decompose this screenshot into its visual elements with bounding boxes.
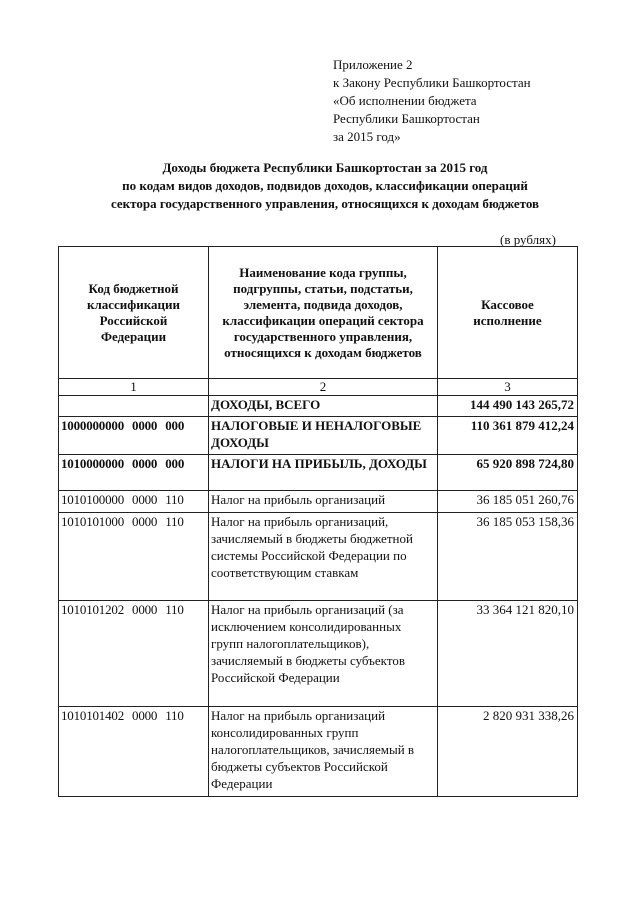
column-number: 1: [59, 379, 209, 396]
row-amount: 144 490 143 265,72: [438, 396, 578, 417]
code-main: 1010101402: [61, 708, 125, 723]
code-main: 1010100000: [61, 492, 125, 507]
code-sub: 0000: [132, 708, 158, 723]
row-name: Налог на прибыль организаций: [209, 491, 438, 513]
row-amount: 36 185 053 158,36: [438, 513, 578, 601]
column-number: 3: [438, 379, 578, 396]
row-code: [59, 417, 209, 455]
table-row: [59, 455, 578, 491]
appendix-line: Приложение 2: [333, 57, 413, 72]
appendix-block: [333, 56, 531, 146]
code-sub: 0000: [132, 492, 158, 507]
code-sub: 0000: [132, 418, 158, 433]
code-kosgu: 000: [165, 418, 185, 433]
code-main: 1010101202: [61, 602, 125, 617]
row-amount: 65 920 898 724,80: [438, 455, 578, 491]
code-kosgu: 110: [165, 708, 184, 723]
column-number: 2: [209, 379, 438, 396]
row-amount: 33 364 121 820,10: [438, 601, 578, 707]
row-name: Налог на прибыль организаций, зачисляемый в бюджеты бюджетной системы Российской Федерации по соответствующим ставкам: [209, 513, 438, 601]
header-amount: Кассовое исполнение: [438, 247, 578, 379]
appendix-line: «Об исполнении бюджета: [333, 93, 477, 108]
row-name: НАЛОГОВЫЕ И НЕНАЛОГОВЫЕ ДОХОДЫ: [209, 417, 438, 455]
row-code: [59, 455, 209, 491]
title-line: Доходы бюджета Республики Башкортостан за 2015 год: [162, 160, 488, 175]
code-kosgu: 110: [165, 602, 184, 617]
row-amount: 36 185 051 260,76: [438, 491, 578, 513]
row-code: [59, 491, 209, 513]
code-kosgu: 110: [165, 492, 184, 507]
code-kosgu: 110: [165, 514, 184, 529]
table-row: [59, 396, 578, 417]
header-code: Код бюджетной классификации Российской Федерации: [59, 247, 209, 379]
row-name: Налог на прибыль организаций (за исключением консолидированных групп налогоплательщиков), зачисляемый в бюджеты субъектов Российской Федерации: [209, 601, 438, 707]
units-note: (в рублях): [500, 232, 556, 247]
table-header-row: [59, 247, 578, 379]
row-amount: 2 820 931 338,26: [438, 707, 578, 797]
appendix-line: Республики Башкортостан: [333, 111, 480, 126]
code-kosgu: 000: [165, 456, 185, 471]
revenue-table: [58, 246, 578, 797]
document-title: [40, 159, 610, 213]
appendix-line: за 2015 год»: [333, 129, 401, 144]
appendix-line: к Закону Республики Башкортостан: [333, 75, 531, 90]
code-main: 1010101000: [61, 514, 125, 529]
code-main: 1010000000: [61, 456, 125, 471]
code-sub: 0000: [132, 602, 158, 617]
table-row: [59, 491, 578, 513]
table-row: [59, 513, 578, 601]
column-number-row: [59, 379, 578, 396]
row-code: [59, 396, 209, 417]
code-sub: 0000: [132, 456, 158, 471]
row-name: НАЛОГИ НА ПРИБЫЛЬ, ДОХОДЫ: [209, 455, 438, 491]
table-row: [59, 601, 578, 707]
title-line: сектора государственного управления, относящихся к доходам бюджетов: [110, 196, 540, 211]
header-name: Наименование кода группы, подгруппы, статьи, подстатьи, элемента, подвида доходов, классификации операций сектора государственного управления, относящихся к доходам бюджетов: [209, 247, 438, 379]
row-code: [59, 513, 209, 601]
title-line: по кодам видов доходов, подвидов доходов, классификации операций: [122, 178, 528, 193]
row-name: Налог на прибыль организаций консолидированных групп налогоплательщиков, зачисляемый в бюджеты субъектов Российской Федерации: [209, 707, 438, 797]
table-row: [59, 707, 578, 797]
row-code: [59, 601, 209, 707]
row-name: ДОХОДЫ, ВСЕГО: [209, 396, 438, 417]
row-code: [59, 707, 209, 797]
table-row: [59, 417, 578, 455]
row-amount: 110 361 879 412,24: [438, 417, 578, 455]
code-sub: 0000: [132, 514, 158, 529]
code-main: 1000000000: [61, 418, 125, 433]
